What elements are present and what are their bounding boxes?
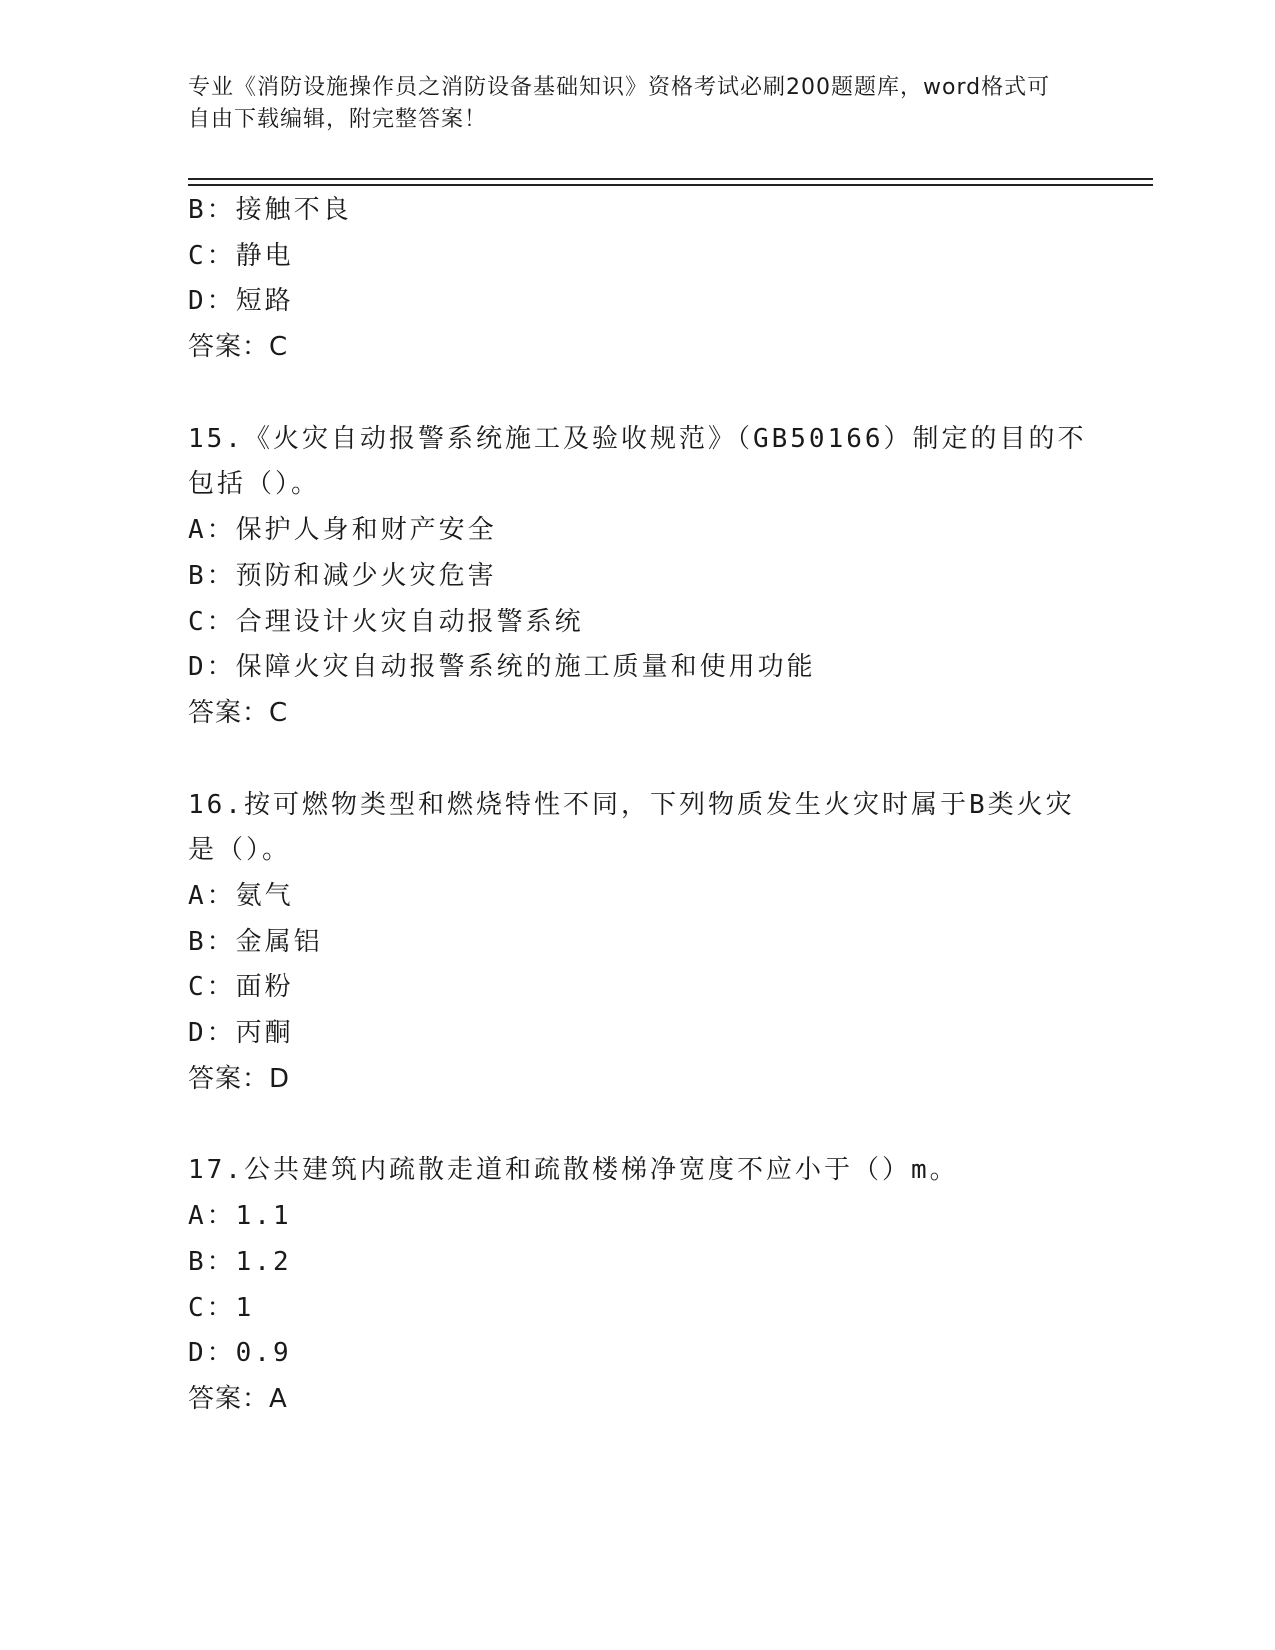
option-line: A：1.1 bbox=[188, 1201, 292, 1232]
question-text: 16.按可燃物类型和燃烧特性不同，下列物质发生火灾时属于B类火灾是（）。 bbox=[188, 789, 1075, 866]
answer-line: 答案：C bbox=[188, 697, 289, 728]
option-line: D：短路 bbox=[188, 286, 294, 317]
question-text: 15.《火灾自动报警系统施工及验收规范》（GB50166）制定的目的不包括（）。 bbox=[188, 423, 1087, 500]
option-line: B：1.2 bbox=[188, 1246, 292, 1277]
option-line: C：静电 bbox=[188, 240, 294, 271]
header-rule-bottom bbox=[188, 184, 1153, 186]
option-line: B：接触不良 bbox=[188, 195, 352, 225]
answer-line: 答案：A bbox=[188, 1383, 288, 1414]
question-content bbox=[188, 188, 1088, 1423]
option-line: A：氨气 bbox=[188, 881, 294, 911]
option-line: C：面粉 bbox=[188, 972, 294, 1003]
option-line: D：丙酮 bbox=[188, 1018, 294, 1049]
spacer bbox=[188, 371, 1088, 417]
option-line: D：保障火灾自动报警系统的施工质量和使用功能 bbox=[188, 652, 816, 683]
option-line: B：金属铝 bbox=[188, 926, 323, 957]
question-16 bbox=[188, 783, 1088, 1103]
question-carryover bbox=[188, 188, 1088, 371]
document-header: 专业《消防设施操作员之消防设备基础知识》资格考试必刷200题题库，word格式可自由下载编辑，附完整答案！ bbox=[188, 75, 1051, 132]
header-rule-top bbox=[188, 178, 1153, 180]
spacer bbox=[188, 737, 1088, 783]
spacer bbox=[188, 1102, 1088, 1148]
option-line: A：保护人身和财产安全 bbox=[188, 515, 497, 546]
question-text: 17.公共建筑内疏散走道和疏散楼梯净宽度不应小于（）m。 bbox=[188, 1155, 959, 1186]
option-line: C：1 bbox=[188, 1292, 255, 1323]
option-line: D：0.9 bbox=[188, 1338, 292, 1369]
option-line: C：合理设计火灾自动报警系统 bbox=[188, 606, 584, 637]
answer-line: 答案：C bbox=[188, 332, 289, 363]
question-15 bbox=[188, 417, 1088, 737]
option-line: B：预防和减少火灾危害 bbox=[188, 560, 497, 591]
question-17 bbox=[188, 1148, 1088, 1422]
answer-line: 答案：D bbox=[188, 1063, 291, 1094]
